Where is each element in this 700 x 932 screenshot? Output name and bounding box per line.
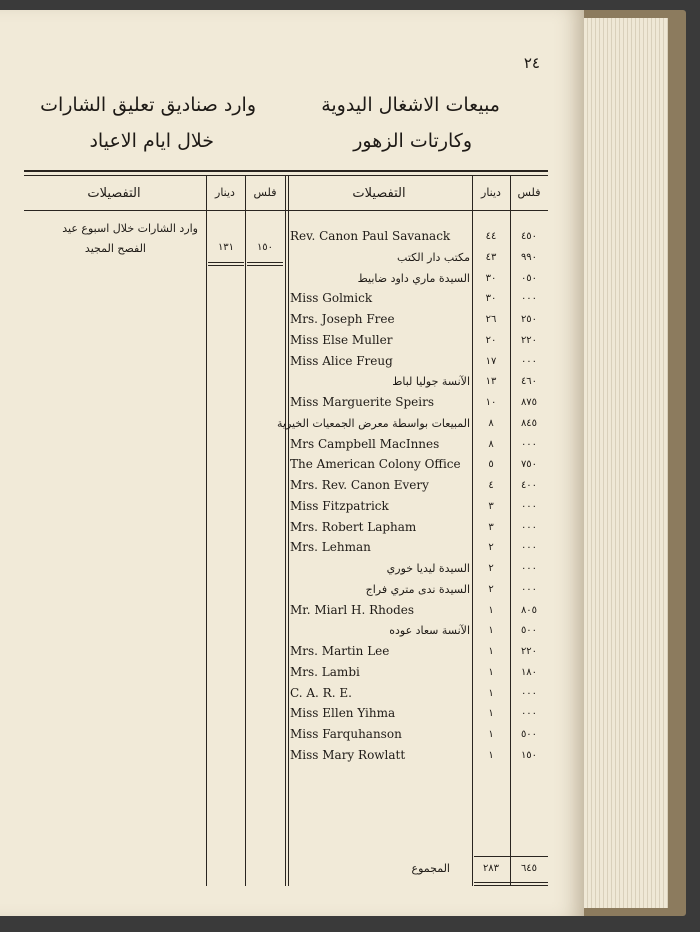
- row-fils: ٠٠٠: [520, 355, 538, 367]
- row-dinar: ١٣: [485, 376, 497, 388]
- table-row: [0, 517, 584, 538]
- table-row: [0, 579, 584, 600]
- heading-left-line1: وارد صناديق تعليق الشارات: [40, 94, 256, 116]
- table-row: [0, 288, 584, 309]
- row-name: المبيعات بواسطة معرض الجمعيات الخيرية: [277, 416, 470, 430]
- row-dinar: ١: [488, 708, 494, 720]
- table-row: [0, 558, 584, 579]
- table-row: [0, 392, 584, 413]
- table-row: [0, 724, 584, 745]
- row-dinar: ٢٦: [485, 314, 497, 325]
- table-row: [0, 434, 584, 455]
- left-fils-underline-2: [247, 265, 283, 266]
- row-fils: ٨٤٥: [520, 417, 538, 429]
- row-fils: ٠٠٠: [520, 500, 538, 512]
- row-fils: ٠٠٠: [520, 542, 538, 554]
- row-name: مكتب دار الكتب: [397, 250, 470, 264]
- header-rule-top: [24, 170, 548, 172]
- row-name: Mrs. Joseph Free: [290, 312, 395, 326]
- table-row: [0, 600, 584, 621]
- row-dinar: ٥: [488, 459, 494, 471]
- row-dinar: ١: [488, 625, 494, 637]
- row-fils: ٤٦٠: [520, 376, 538, 388]
- row-name: Miss Mary Rowlatt: [290, 747, 406, 762]
- row-name: الآنسة جوليا لباط: [392, 375, 470, 389]
- row-fils: ٤٠٠: [520, 480, 538, 491]
- row-dinar: ٢: [488, 583, 494, 595]
- row-name: Miss Ellen Yihma: [290, 706, 396, 721]
- heading-left-line2: خلال ايام الاعياد: [89, 130, 214, 152]
- row-fils: ٥٠٠: [520, 625, 538, 637]
- table-row: [0, 330, 584, 351]
- table-row: [0, 371, 584, 392]
- row-name: The American Colony Office: [290, 457, 461, 472]
- header-rule-top-2: [24, 175, 548, 176]
- row-dinar: ٨: [488, 438, 494, 450]
- row-dinar: ٣: [488, 500, 494, 512]
- row-dinar: ١: [488, 604, 494, 616]
- table-row: [0, 641, 584, 662]
- row-fils: ٥٠٠: [520, 729, 538, 740]
- row-fils: ٧٥٠: [520, 459, 538, 471]
- row-name: Mr. Miarl H. Rhodes: [290, 602, 415, 617]
- row-fils: ٢٢٠: [520, 334, 538, 346]
- row-name: Mrs. Lambi: [290, 664, 360, 679]
- row-name: Mrs. Rev. Canon Every: [290, 478, 429, 492]
- table-row: [0, 475, 584, 496]
- row-name: Miss Else Muller: [290, 332, 393, 347]
- row-fils: ٩٩٠: [520, 251, 538, 263]
- row-name: Miss Alice Freug: [290, 353, 393, 368]
- table-row: [0, 620, 584, 641]
- row-fils: ٠٠٠: [520, 438, 538, 450]
- ledger-page: [0, 10, 584, 916]
- heading-right-line1: مبيعات الاشغال اليدوية: [321, 94, 500, 116]
- table-row: [0, 703, 584, 724]
- left-entry-dinar: ١٣١: [217, 242, 235, 253]
- table-row: [0, 268, 584, 289]
- total-dinar: ٢٨٣: [482, 863, 500, 874]
- table-row: [0, 662, 584, 683]
- row-name: Mrs. Martin Lee: [290, 644, 390, 658]
- page-number: ٢٤: [523, 54, 540, 72]
- row-fils: ٠٠٠: [520, 521, 538, 533]
- row-dinar: ١: [488, 749, 494, 761]
- row-name: Miss Fitzpatrick: [290, 498, 389, 513]
- row-name: Miss Marguerite Speirs: [290, 395, 434, 409]
- row-fils: ٠٠٠: [520, 687, 538, 699]
- row-name: السيدة ندى متري فراج: [365, 582, 470, 596]
- table-row: [0, 537, 584, 558]
- table-row: [0, 351, 584, 372]
- row-name: الآنسة سعاد عوده: [389, 624, 470, 638]
- row-fils: ٢٥٠: [520, 314, 538, 325]
- col-header-fils-left: فلس: [253, 186, 277, 199]
- table-row: [0, 683, 584, 704]
- total-rule-top: [474, 856, 548, 857]
- row-name: Miss Farquhanson: [290, 727, 402, 741]
- row-dinar: ١٧: [485, 355, 497, 367]
- row-dinar: ١٠: [485, 397, 497, 408]
- total-fils: ٦٤٥: [520, 863, 538, 874]
- row-fils: ٠٠٠: [520, 583, 538, 595]
- row-name: C. A. R. E.: [290, 685, 352, 700]
- heading-right-line2: وكارتات الزهور: [353, 130, 472, 152]
- col-header-details-left: التفصيلات: [87, 186, 141, 201]
- row-name: Mrs. Lehman: [290, 540, 371, 555]
- total-row: [0, 858, 584, 879]
- row-fils: ٤٥٠: [520, 231, 538, 242]
- row-dinar: ٢٠: [485, 334, 497, 346]
- header-rule-bottom: [24, 210, 548, 211]
- row-name: Mrs Campbell MacInnes: [290, 436, 440, 451]
- row-dinar: ١: [488, 666, 494, 678]
- col-header-fils: فلس: [517, 186, 541, 199]
- row-fils: ٨٠٥: [520, 604, 538, 616]
- row-name: Mrs. Robert Lapham: [290, 519, 417, 534]
- row-name: السيدة ماري داود ضابيط: [357, 271, 470, 285]
- table-row: [0, 745, 584, 766]
- row-name: Miss Golmick: [290, 291, 373, 306]
- row-dinar: ٤: [488, 480, 494, 491]
- left-dinar-underline-2: [208, 265, 244, 266]
- row-dinar: ١: [488, 646, 494, 657]
- row-name: Rev. Canon Paul Savanack: [290, 229, 451, 243]
- left-fils-underline: [247, 262, 283, 263]
- total-rule-bottom-2: [474, 885, 548, 886]
- total-rule-bottom: [474, 882, 548, 883]
- row-fils: ٠٠٠: [520, 708, 538, 720]
- col-header-details-right: التفصيلات: [352, 186, 406, 201]
- left-entry-fils: ١٥٠: [256, 242, 274, 253]
- row-dinar: ٣٠: [485, 293, 497, 305]
- row-dinar: ٢: [488, 542, 494, 554]
- row-fils: ٢٢٠: [520, 646, 538, 657]
- row-dinar: ٨: [488, 417, 494, 429]
- table-row: [0, 413, 584, 434]
- table-row: [0, 309, 584, 330]
- row-name: السيدة ليديا خوري: [386, 562, 470, 575]
- row-dinar: ٣: [488, 521, 494, 533]
- left-entry-line1: وارد الشارات خلال اسبوع عيد: [62, 222, 198, 235]
- row-dinar: ٣٠: [485, 272, 497, 284]
- row-fils: ٠٠٠: [520, 293, 538, 305]
- row-dinar: ١: [488, 687, 494, 699]
- table-row: [0, 454, 584, 475]
- col-header-dinar-left: دينار: [215, 186, 235, 199]
- table-row: [0, 496, 584, 517]
- left-dinar-underline: [208, 262, 244, 263]
- col-header-dinar: دينار: [481, 186, 501, 199]
- row-fils: ٨٧٥: [520, 397, 538, 408]
- row-fils: ٠٥٠: [520, 272, 538, 284]
- row-dinar: ٢: [488, 563, 494, 574]
- row-dinar: ١: [488, 729, 494, 740]
- row-dinar: ٤٤: [485, 231, 497, 242]
- total-label: المجموع: [411, 862, 450, 875]
- left-entry-line2: الفصح المجيد: [84, 242, 146, 255]
- row-dinar: ٤٣: [485, 251, 497, 263]
- row-fils: ١٨٠: [520, 666, 538, 678]
- row-fils: ٠٠٠: [520, 563, 538, 574]
- row-fils: ١٥٠: [520, 749, 538, 761]
